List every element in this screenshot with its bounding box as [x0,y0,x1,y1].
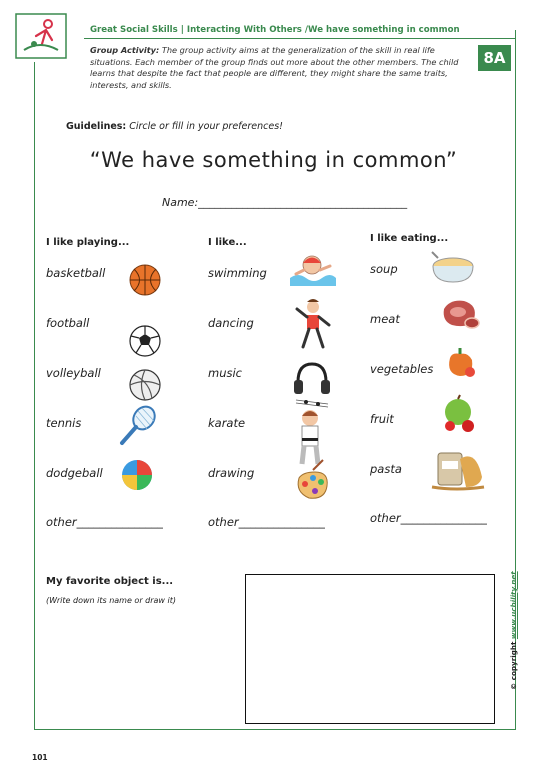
list-item[interactable]: music [208,366,243,380]
list-item[interactable]: pasta [370,462,402,476]
meat-icon [440,297,482,331]
list-item[interactable]: fruit [370,412,394,426]
copyright-prefix: © copyright [509,639,518,690]
list-item[interactable]: swimming [208,266,267,280]
list-item[interactable]: drawing [208,466,255,480]
activity-badge: 8A [478,45,511,71]
soup-icon [430,250,476,284]
header-rule [84,38,516,39]
list-item[interactable]: football [46,316,90,330]
fruit-icon [440,394,480,434]
list-item[interactable]: meat [370,312,400,326]
pasta-icon [430,447,486,493]
page-title: “We have something in common” [89,148,458,172]
favorite-object-hint: (Write down its name or draw it) [46,596,176,605]
basketball-icon [128,263,162,297]
other-field[interactable]: other_______________ [208,515,325,529]
tennis-racket-icon [118,405,158,447]
intro-paragraph [90,45,475,91]
guidelines [66,121,283,132]
name-field[interactable]: Name:______________________________________ [162,196,408,209]
list-item[interactable]: basketball [46,266,106,280]
swimming-icon [288,252,336,286]
vegetables-icon [444,344,478,380]
music-icon [292,360,332,408]
intro-text: The group activity aims at the generalization of the skill in real life situations. Each member of the group finds out more about the other members. The child learns that despite the fact that people are different, they might share the same traits, interests, and skills. [90,45,459,90]
list-item[interactable]: dancing [208,316,254,330]
copyright-link[interactable]: www.ucbility.net [509,571,518,640]
dodgeball-icon [120,458,154,492]
dancing-icon [295,297,331,353]
logo-icon [12,10,70,62]
other-field[interactable]: other_______________ [370,511,487,525]
list-item[interactable]: dodgeball [46,466,103,480]
favorite-object-label: My favorite object is... [46,576,174,587]
volleyball-icon [128,368,162,402]
drawing-palette-icon [293,458,329,502]
column-heading-playing: I like playing... [46,237,130,248]
football-icon [128,324,162,358]
page-number: 101 [32,753,48,762]
breadcrumb: Great Social Skills | Interacting With Others /We have something in common [90,25,460,35]
guidelines-text: Circle or fill in your preferences! [126,121,283,132]
other-field[interactable]: other_______________ [46,515,163,529]
list-item[interactable]: volleyball [46,366,101,380]
column-heading-eating: I like eating... [370,233,449,244]
copyright [509,530,523,690]
list-item[interactable]: karate [208,416,246,430]
list-item[interactable]: vegetables [370,362,434,376]
guidelines-label: Guidelines: [66,121,127,132]
list-item[interactable]: tennis [46,416,82,430]
favorite-object-box[interactable] [245,574,495,724]
logo [12,10,70,62]
list-item[interactable]: soup [370,262,398,276]
intro-label: Group Activity: [90,45,160,55]
column-heading-like: I like... [208,237,247,248]
